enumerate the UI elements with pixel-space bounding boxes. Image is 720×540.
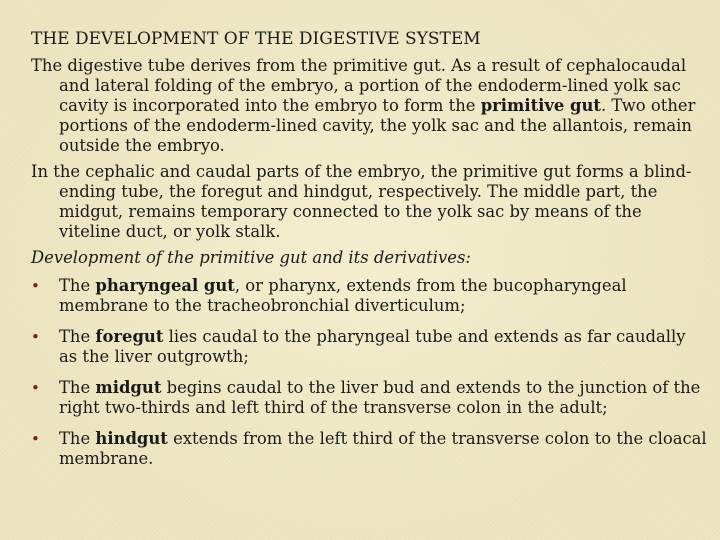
list-item-post: , or pharynx, extends from the bucopharyngeal membrane to the tracheobronchial diverticulum;	[59, 276, 627, 315]
intro-paragraph	[31, 56, 707, 156]
list-item-bold: foregut	[95, 327, 164, 346]
bullet-icon: •	[31, 328, 40, 346]
list-item-post: lies caudal to the pharyngeal tube and extends as far caudally as the liver outgrowth;	[59, 327, 686, 366]
list-item-pre: The	[59, 429, 96, 448]
list-item-midgut	[31, 378, 707, 418]
list-item-pharyngeal-gut	[31, 276, 707, 316]
intro-text-pre: The digestive tube derives from the primitive gut. As a result of cephalocaudal and lateral folding of the embryo, a portion of the endoderm-lined yolk sac cavity is incorporated into the embryo to form the	[31, 56, 687, 115]
list-item-bold: hindgut	[95, 429, 168, 448]
list-item-bold: midgut	[95, 378, 162, 397]
list-item-pre: The	[59, 378, 96, 397]
list-item-bold: pharyngeal gut	[95, 276, 235, 295]
list-item-pre: The	[59, 276, 96, 295]
bullet-icon: •	[31, 379, 40, 397]
bullet-icon: •	[31, 277, 40, 295]
intro-text-post: . Two other portions of the endoderm-lined cavity, the yolk sac and the allantois, remain outside the embryo.	[59, 96, 696, 155]
intro-text-bold: primitive gut	[480, 96, 601, 115]
slide-content	[31, 28, 707, 480]
section-subheading: Development of the primitive gut and its derivatives:	[31, 248, 471, 267]
list-item-post: begins caudal to the liver bud and extends to the junction of the right two-thirds and left third of the transverse colon in the adult;	[59, 378, 701, 417]
list-item-hindgut	[31, 429, 707, 469]
list-item-pre: The	[59, 327, 96, 346]
list-item-foregut	[31, 327, 707, 367]
derivatives-list	[31, 276, 707, 469]
list-item-post: extends from the left third of the transverse colon to the cloacal membrane.	[59, 429, 707, 468]
slide-title: THE DEVELOPMENT OF THE DIGESTIVE SYSTEM	[31, 29, 481, 49]
bullet-icon: •	[31, 430, 40, 448]
gut-parts-paragraph: In the cephalic and caudal parts of the embryo, the primitive gut forms a blind-ending tube, the foregut and hindgut, respectively. The middle part, the midgut, remains temporary connected to the yolk sac by means of the viteline duct, or yolk stalk.	[31, 162, 692, 241]
